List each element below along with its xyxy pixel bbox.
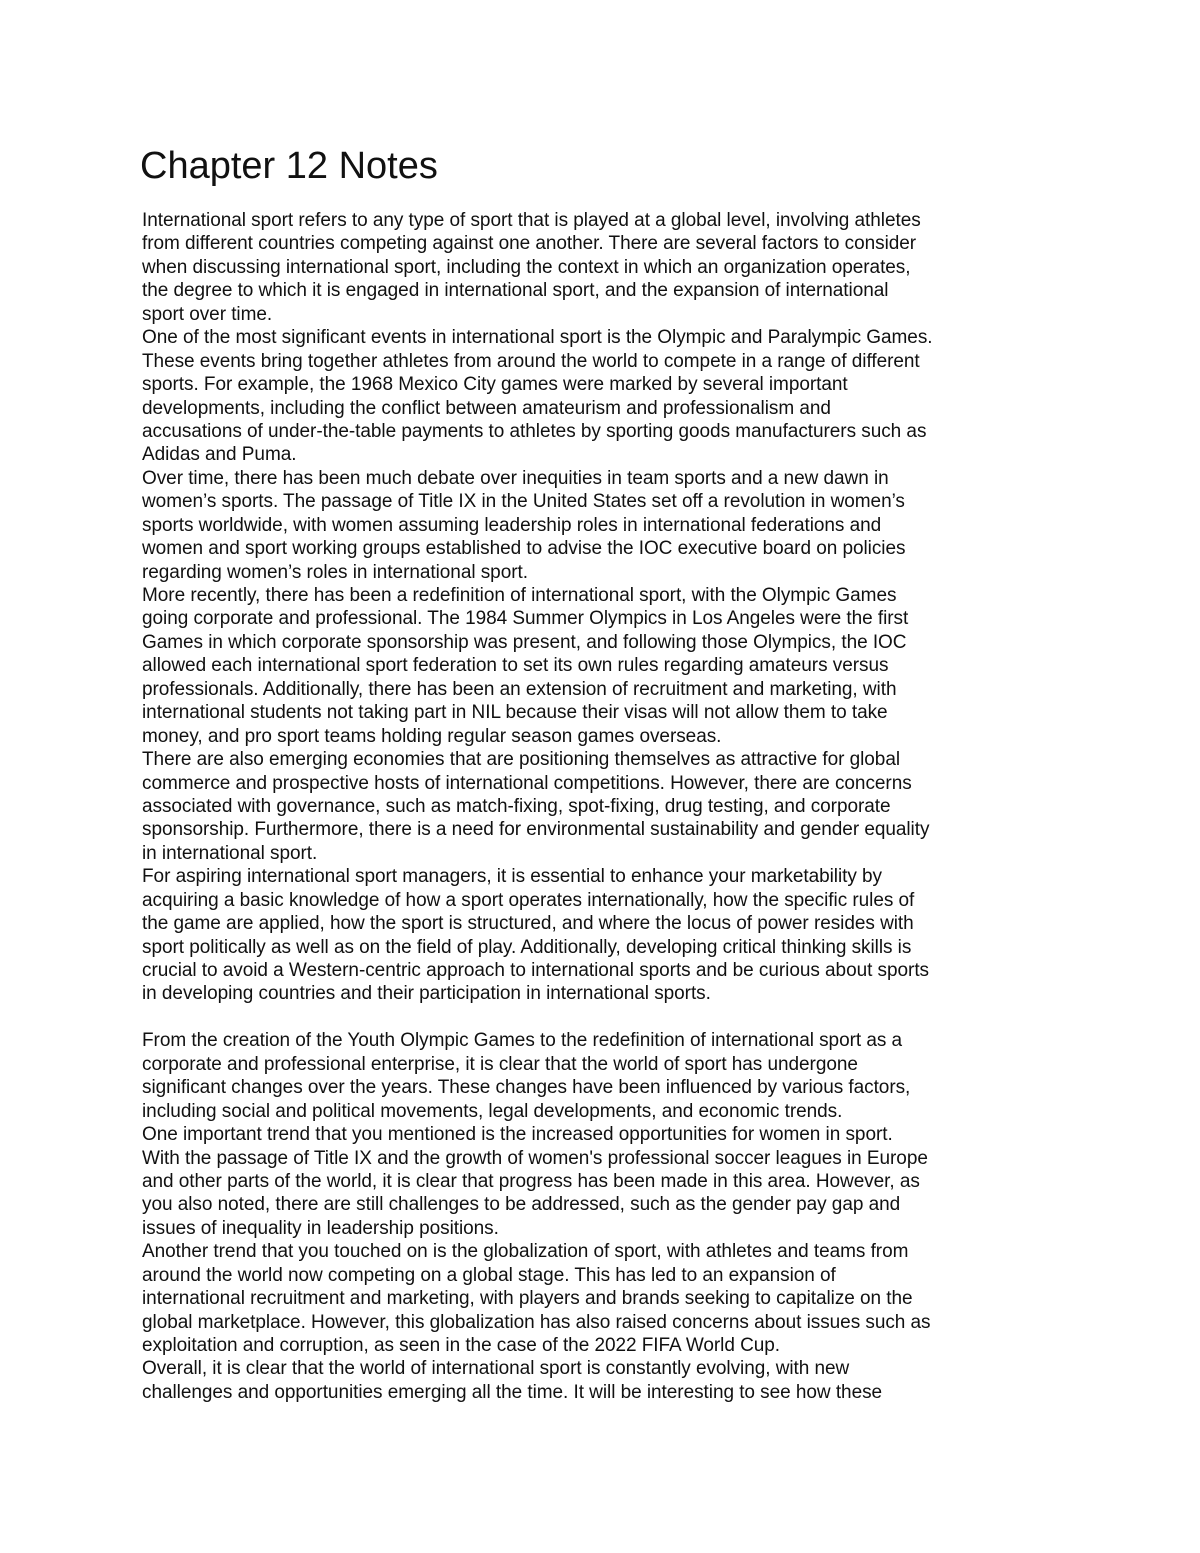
section-spacer [142, 1006, 1082, 1029]
text-line: in developing countries and their participation in international sports. [142, 983, 711, 1005]
text-line: From the creation of the Youth Olympic Games to the redefinition of international sport as a [142, 1030, 903, 1052]
text-line: With the passage of Title IX and the growth of women's professional soccer leagues in Europe [142, 1147, 928, 1169]
text-line: These events bring together athletes from around the world to compete in a range of different [142, 350, 920, 372]
text-line: acquiring a basic knowledge of how a sport operates internationally, how the specific rules of [142, 889, 915, 911]
text-line: allowed each international sport federation to set its own rules regarding amateurs versus [142, 655, 889, 677]
text-line: from different countries competing against one another. There are several factors to consider [142, 233, 917, 255]
text-line: you also noted, there are still challenges to be addressed, such as the gender pay gap and [142, 1194, 901, 1216]
text-line: global marketplace. However, this globalization has also raised concerns about issues such as [142, 1311, 931, 1333]
text-line: developments, including the conflict between amateurism and professionalism and [142, 397, 831, 419]
text-line: commerce and prospective hosts of international competitions. However, there are concerns [142, 772, 912, 794]
text-line: sponsorship. Furthermore, there is a need for environmental sustainability and gender equality [142, 819, 930, 841]
text-line: There are also emerging economies that are positioning themselves as attractive for global [142, 749, 901, 771]
text-line: international recruitment and marketing, with players and brands seeking to capitalize on the [142, 1288, 913, 1310]
text-line: the degree to which it is engaged in international sport, and the expansion of international [142, 280, 889, 302]
body-section-1 [142, 209, 1082, 1006]
text-line: women and sport working groups established to advise the IOC executive board on policies [142, 538, 906, 560]
body-section-2 [142, 1029, 1082, 1404]
text-line: going corporate and professional. The 1984 Summer Olympics in Los Angeles were the first [142, 608, 909, 630]
text-line: Another trend that you touched on is the globalization of sport, with athletes and teams from [142, 1241, 909, 1263]
text-line: Adidas and Puma. [142, 444, 297, 466]
text-line: One of the most significant events in international sport is the Olympic and Paralympic Games. [142, 327, 933, 349]
text-line: around the world now competing on a global stage. This has led to an expansion of [142, 1264, 836, 1286]
text-line: sports. For example, the 1968 Mexico City games were marked by several important [142, 374, 848, 396]
text-line: international students not taking part in NIL because their visas will not allow them to take [142, 702, 888, 724]
text-line: significant changes over the years. These changes have been influenced by various factors, [142, 1077, 911, 1099]
text-line: including social and political movements, legal developments, and economic trends. [142, 1100, 843, 1122]
document-body [142, 209, 1082, 1404]
text-line: the game are applied, how the sport is structured, and where the locus of power resides with [142, 913, 914, 935]
text-line: For aspiring international sport managers, it is essential to enhance your marketability by [142, 866, 882, 888]
text-line: in international sport. [142, 842, 318, 864]
text-line: regarding women’s roles in international sport. [142, 561, 528, 583]
text-line: issues of inequality in leadership positions. [142, 1217, 499, 1239]
text-line: professionals. Additionally, there has been an extension of recruitment and marketing, with [142, 678, 897, 700]
page-title: Chapter 12 Notes [140, 145, 438, 187]
text-line: Over time, there has been much debate over inequities in team sports and a new dawn in [142, 467, 889, 489]
text-line: women’s sports. The passage of Title IX in the United States set off a revolution in women’s [142, 491, 905, 513]
text-line: and other parts of the world, it is clear that progress has been made in this area. However, as [142, 1170, 920, 1192]
text-line: sport over time. [142, 303, 273, 325]
text-line: accusations of under-the-table payments to athletes by sporting goods manufacturers such as [142, 420, 927, 442]
text-line: exploitation and corruption, as seen in the case of the 2022 FIFA World Cup. [142, 1335, 781, 1356]
text-line: challenges and opportunities emerging all the time. It will be interesting to see how these [142, 1381, 883, 1403]
text-line: One important trend that you mentioned is the increased opportunities for women in sport. [142, 1124, 893, 1146]
text-line: money, and pro sport teams holding regular season games overseas. [142, 725, 722, 747]
text-line: sports worldwide, with women assuming leadership roles in international federations and [142, 514, 882, 536]
text-line: associated with governance, such as match-fixing, spot-fixing, drug testing, and corporate [142, 795, 891, 817]
text-line: International sport refers to any type of sport that is played at a global level, involving athletes [142, 210, 921, 231]
text-line: when discussing international sport, including the context in which an organization operates, [142, 256, 911, 278]
text-line: corporate and professional enterprise, it is clear that the world of sport has undergone [142, 1053, 858, 1075]
text-line: More recently, there has been a redefinition of international sport, with the Olympic Games [142, 585, 897, 606]
text-line: sport politically as well as on the field of play. Additionally, developing critical thinking skills is [142, 936, 912, 958]
text-line: Overall, it is clear that the world of international sport is constantly evolving, with new [142, 1358, 850, 1380]
text-line: Games in which corporate sponsorship was present, and following those Olympics, the IOC [142, 631, 907, 653]
text-line: crucial to avoid a Western-centric approach to international sports and be curious about sports [142, 960, 929, 981]
